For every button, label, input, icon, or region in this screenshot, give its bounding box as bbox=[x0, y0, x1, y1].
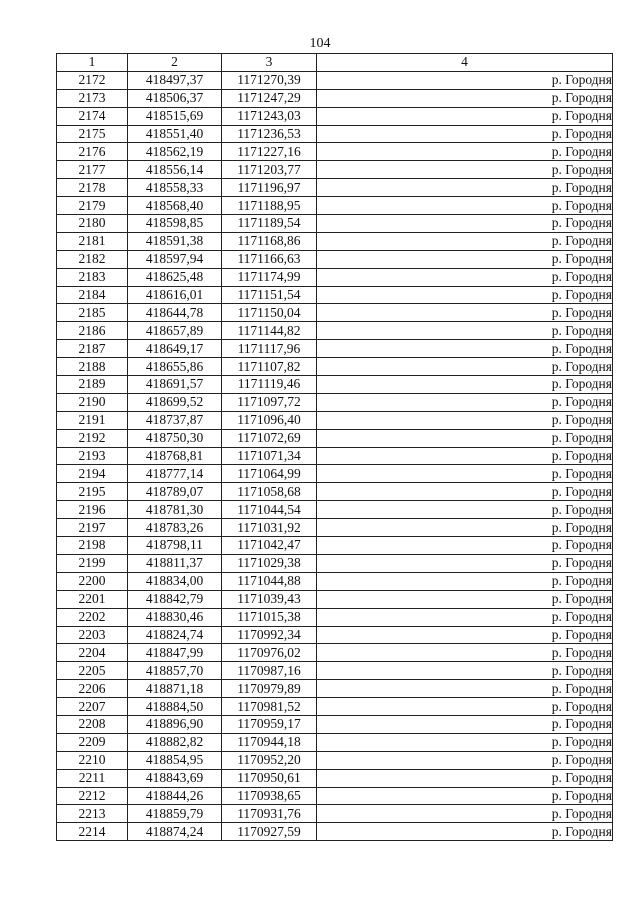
y-coordinate-cell: 1171039,43 bbox=[222, 590, 317, 608]
column-header-3: 3 bbox=[222, 54, 317, 72]
x-coordinate-cell: 418597,94 bbox=[128, 250, 222, 268]
description-cell: р. Городня bbox=[317, 215, 613, 233]
point-number-cell: 2185 bbox=[57, 304, 128, 322]
description-cell: р. Городня bbox=[317, 179, 613, 197]
x-coordinate-cell: 418824,74 bbox=[128, 626, 222, 644]
point-number-cell: 2193 bbox=[57, 447, 128, 465]
table-row bbox=[57, 107, 613, 125]
table-row bbox=[57, 626, 613, 644]
x-coordinate-cell: 418811,37 bbox=[128, 554, 222, 572]
x-coordinate-cell: 418568,40 bbox=[128, 197, 222, 215]
table-row bbox=[57, 286, 613, 304]
y-coordinate-cell: 1171058,68 bbox=[222, 483, 317, 501]
point-number-cell: 2176 bbox=[57, 143, 128, 161]
x-coordinate-cell: 418556,14 bbox=[128, 161, 222, 179]
table-row bbox=[57, 465, 613, 483]
point-number-cell: 2202 bbox=[57, 608, 128, 626]
point-number-cell: 2213 bbox=[57, 805, 128, 823]
description-cell: р. Городня bbox=[317, 125, 613, 143]
point-number-cell: 2212 bbox=[57, 787, 128, 805]
y-coordinate-cell: 1170992,34 bbox=[222, 626, 317, 644]
x-coordinate-cell: 418649,17 bbox=[128, 340, 222, 358]
table-row bbox=[57, 304, 613, 322]
point-number-cell: 2173 bbox=[57, 89, 128, 107]
point-number-cell: 2205 bbox=[57, 662, 128, 680]
y-coordinate-cell: 1171151,54 bbox=[222, 286, 317, 304]
table-row bbox=[57, 322, 613, 340]
description-cell: р. Городня bbox=[317, 447, 613, 465]
table-row bbox=[57, 215, 613, 233]
table-row bbox=[57, 161, 613, 179]
x-coordinate-cell: 418777,14 bbox=[128, 465, 222, 483]
x-coordinate-cell: 418882,82 bbox=[128, 733, 222, 751]
y-coordinate-cell: 1171203,77 bbox=[222, 161, 317, 179]
table-body bbox=[57, 71, 613, 840]
description-cell: р. Городня bbox=[317, 250, 613, 268]
table-row bbox=[57, 376, 613, 394]
description-cell: р. Городня bbox=[317, 286, 613, 304]
page-number: 104 bbox=[309, 36, 331, 51]
description-cell: р. Городня bbox=[317, 411, 613, 429]
point-number-cell: 2184 bbox=[57, 286, 128, 304]
table-row bbox=[57, 447, 613, 465]
table-row bbox=[57, 554, 613, 572]
table-row bbox=[57, 787, 613, 805]
table-row bbox=[57, 501, 613, 519]
point-number-cell: 2206 bbox=[57, 680, 128, 698]
table-row bbox=[57, 250, 613, 268]
point-number-cell: 2189 bbox=[57, 376, 128, 394]
table-row bbox=[57, 429, 613, 447]
point-number-cell: 2186 bbox=[57, 322, 128, 340]
table-row bbox=[57, 143, 613, 161]
table-row bbox=[57, 179, 613, 197]
point-number-cell: 2179 bbox=[57, 197, 128, 215]
description-cell: р. Городня bbox=[317, 465, 613, 483]
x-coordinate-cell: 418844,26 bbox=[128, 787, 222, 805]
y-coordinate-cell: 1171188,95 bbox=[222, 197, 317, 215]
y-coordinate-cell: 1171270,39 bbox=[222, 71, 317, 89]
table-row bbox=[57, 89, 613, 107]
column-header-4: 4 bbox=[317, 54, 613, 72]
x-coordinate-cell: 418591,38 bbox=[128, 232, 222, 250]
y-coordinate-cell: 1171064,99 bbox=[222, 465, 317, 483]
table-row bbox=[57, 358, 613, 376]
x-coordinate-cell: 418497,37 bbox=[128, 71, 222, 89]
point-number-cell: 2195 bbox=[57, 483, 128, 501]
description-cell: р. Городня bbox=[317, 161, 613, 179]
y-coordinate-cell: 1170959,17 bbox=[222, 715, 317, 733]
column-header-2: 2 bbox=[128, 54, 222, 72]
description-cell: р. Городня bbox=[317, 626, 613, 644]
point-number-cell: 2194 bbox=[57, 465, 128, 483]
y-coordinate-cell: 1170979,89 bbox=[222, 680, 317, 698]
point-number-cell: 2198 bbox=[57, 537, 128, 555]
y-coordinate-cell: 1171097,72 bbox=[222, 393, 317, 411]
y-coordinate-cell: 1171044,88 bbox=[222, 572, 317, 590]
x-coordinate-cell: 418506,37 bbox=[128, 89, 222, 107]
description-cell: р. Городня bbox=[317, 608, 613, 626]
description-cell: р. Городня bbox=[317, 429, 613, 447]
y-coordinate-cell: 1171029,38 bbox=[222, 554, 317, 572]
point-number-cell: 2200 bbox=[57, 572, 128, 590]
description-cell: р. Городня bbox=[317, 590, 613, 608]
x-coordinate-cell: 418625,48 bbox=[128, 268, 222, 286]
point-number-cell: 2211 bbox=[57, 769, 128, 787]
point-number-cell: 2214 bbox=[57, 823, 128, 841]
x-coordinate-cell: 418558,33 bbox=[128, 179, 222, 197]
description-cell: р. Городня bbox=[317, 340, 613, 358]
description-cell: р. Городня bbox=[317, 769, 613, 787]
description-cell: р. Городня bbox=[317, 197, 613, 215]
x-coordinate-cell: 418768,81 bbox=[128, 447, 222, 465]
table-row bbox=[57, 608, 613, 626]
x-coordinate-cell: 418854,95 bbox=[128, 751, 222, 769]
description-cell: р. Городня bbox=[317, 107, 613, 125]
x-coordinate-cell: 418871,18 bbox=[128, 680, 222, 698]
table-row bbox=[57, 715, 613, 733]
table-row bbox=[57, 680, 613, 698]
point-number-cell: 2190 bbox=[57, 393, 128, 411]
table-row bbox=[57, 411, 613, 429]
point-number-cell: 2199 bbox=[57, 554, 128, 572]
x-coordinate-cell: 418598,85 bbox=[128, 215, 222, 233]
description-cell: р. Городня bbox=[317, 680, 613, 698]
point-number-cell: 2209 bbox=[57, 733, 128, 751]
table-header-row bbox=[57, 54, 613, 72]
x-coordinate-cell: 418874,24 bbox=[128, 823, 222, 841]
coordinates-table bbox=[56, 53, 613, 841]
y-coordinate-cell: 1171071,34 bbox=[222, 447, 317, 465]
description-cell: р. Городня bbox=[317, 501, 613, 519]
description-cell: р. Городня bbox=[317, 733, 613, 751]
x-coordinate-cell: 418515,69 bbox=[128, 107, 222, 125]
point-number-cell: 2182 bbox=[57, 250, 128, 268]
description-cell: р. Городня bbox=[317, 554, 613, 572]
point-number-cell: 2197 bbox=[57, 519, 128, 537]
point-number-cell: 2175 bbox=[57, 125, 128, 143]
x-coordinate-cell: 418699,52 bbox=[128, 393, 222, 411]
y-coordinate-cell: 1170976,02 bbox=[222, 644, 317, 662]
description-cell: р. Городня bbox=[317, 89, 613, 107]
description-cell: р. Городня bbox=[317, 823, 613, 841]
y-coordinate-cell: 1171119,46 bbox=[222, 376, 317, 394]
x-coordinate-cell: 418644,78 bbox=[128, 304, 222, 322]
table-row bbox=[57, 393, 613, 411]
x-coordinate-cell: 418896,90 bbox=[128, 715, 222, 733]
point-number-cell: 2187 bbox=[57, 340, 128, 358]
description-cell: р. Городня bbox=[317, 358, 613, 376]
y-coordinate-cell: 1170938,65 bbox=[222, 787, 317, 805]
y-coordinate-cell: 1171168,86 bbox=[222, 232, 317, 250]
y-coordinate-cell: 1171044,54 bbox=[222, 501, 317, 519]
y-coordinate-cell: 1171236,53 bbox=[222, 125, 317, 143]
column-header-1: 1 bbox=[57, 54, 128, 72]
description-cell: р. Городня bbox=[317, 644, 613, 662]
y-coordinate-cell: 1170950,61 bbox=[222, 769, 317, 787]
point-number-cell: 2191 bbox=[57, 411, 128, 429]
x-coordinate-cell: 418691,57 bbox=[128, 376, 222, 394]
description-cell: р. Городня bbox=[317, 715, 613, 733]
x-coordinate-cell: 418781,30 bbox=[128, 501, 222, 519]
point-number-cell: 2183 bbox=[57, 268, 128, 286]
table-row bbox=[57, 644, 613, 662]
description-cell: р. Городня bbox=[317, 698, 613, 716]
description-cell: р. Городня bbox=[317, 143, 613, 161]
table-row bbox=[57, 268, 613, 286]
y-coordinate-cell: 1171031,92 bbox=[222, 519, 317, 537]
x-coordinate-cell: 418655,86 bbox=[128, 358, 222, 376]
x-coordinate-cell: 418857,70 bbox=[128, 662, 222, 680]
y-coordinate-cell: 1171174,99 bbox=[222, 268, 317, 286]
point-number-cell: 2208 bbox=[57, 715, 128, 733]
table-row bbox=[57, 572, 613, 590]
x-coordinate-cell: 418562,19 bbox=[128, 143, 222, 161]
table-row bbox=[57, 483, 613, 501]
y-coordinate-cell: 1170952,20 bbox=[222, 751, 317, 769]
y-coordinate-cell: 1171144,82 bbox=[222, 322, 317, 340]
description-cell: р. Городня bbox=[317, 71, 613, 89]
table-row bbox=[57, 769, 613, 787]
table-row bbox=[57, 751, 613, 769]
point-number-cell: 2181 bbox=[57, 232, 128, 250]
x-coordinate-cell: 418789,07 bbox=[128, 483, 222, 501]
x-coordinate-cell: 418551,40 bbox=[128, 125, 222, 143]
x-coordinate-cell: 418830,46 bbox=[128, 608, 222, 626]
table-row bbox=[57, 590, 613, 608]
y-coordinate-cell: 1170944,18 bbox=[222, 733, 317, 751]
x-coordinate-cell: 418847,99 bbox=[128, 644, 222, 662]
x-coordinate-cell: 418859,79 bbox=[128, 805, 222, 823]
point-number-cell: 2207 bbox=[57, 698, 128, 716]
description-cell: р. Городня bbox=[317, 572, 613, 590]
description-cell: р. Городня bbox=[317, 322, 613, 340]
point-number-cell: 2203 bbox=[57, 626, 128, 644]
y-coordinate-cell: 1171117,96 bbox=[222, 340, 317, 358]
table-row bbox=[57, 662, 613, 680]
description-cell: р. Городня bbox=[317, 304, 613, 322]
point-number-cell: 2188 bbox=[57, 358, 128, 376]
y-coordinate-cell: 1170927,59 bbox=[222, 823, 317, 841]
x-coordinate-cell: 418834,00 bbox=[128, 572, 222, 590]
y-coordinate-cell: 1171096,40 bbox=[222, 411, 317, 429]
table-row bbox=[57, 71, 613, 89]
description-cell: р. Городня bbox=[317, 751, 613, 769]
y-coordinate-cell: 1171150,04 bbox=[222, 304, 317, 322]
y-coordinate-cell: 1170987,16 bbox=[222, 662, 317, 680]
description-cell: р. Городня bbox=[317, 519, 613, 537]
y-coordinate-cell: 1171072,69 bbox=[222, 429, 317, 447]
point-number-cell: 2177 bbox=[57, 161, 128, 179]
description-cell: р. Городня bbox=[317, 232, 613, 250]
y-coordinate-cell: 1171227,16 bbox=[222, 143, 317, 161]
description-cell: р. Городня bbox=[317, 483, 613, 501]
point-number-cell: 2201 bbox=[57, 590, 128, 608]
table-row bbox=[57, 823, 613, 841]
point-number-cell: 2174 bbox=[57, 107, 128, 125]
y-coordinate-cell: 1171243,03 bbox=[222, 107, 317, 125]
y-coordinate-cell: 1171107,82 bbox=[222, 358, 317, 376]
y-coordinate-cell: 1171166,63 bbox=[222, 250, 317, 268]
y-coordinate-cell: 1170931,76 bbox=[222, 805, 317, 823]
table-row bbox=[57, 125, 613, 143]
x-coordinate-cell: 418884,50 bbox=[128, 698, 222, 716]
y-coordinate-cell: 1171015,38 bbox=[222, 608, 317, 626]
y-coordinate-cell: 1170981,52 bbox=[222, 698, 317, 716]
x-coordinate-cell: 418842,79 bbox=[128, 590, 222, 608]
y-coordinate-cell: 1171189,54 bbox=[222, 215, 317, 233]
description-cell: р. Городня bbox=[317, 805, 613, 823]
table-row bbox=[57, 698, 613, 716]
x-coordinate-cell: 418750,30 bbox=[128, 429, 222, 447]
table-row bbox=[57, 733, 613, 751]
x-coordinate-cell: 418616,01 bbox=[128, 286, 222, 304]
description-cell: р. Городня bbox=[317, 537, 613, 555]
description-cell: р. Городня bbox=[317, 662, 613, 680]
table-row bbox=[57, 340, 613, 358]
x-coordinate-cell: 418737,87 bbox=[128, 411, 222, 429]
description-cell: р. Городня bbox=[317, 376, 613, 394]
description-cell: р. Городня bbox=[317, 393, 613, 411]
y-coordinate-cell: 1171247,29 bbox=[222, 89, 317, 107]
point-number-cell: 2204 bbox=[57, 644, 128, 662]
point-number-cell: 2178 bbox=[57, 179, 128, 197]
point-number-cell: 2192 bbox=[57, 429, 128, 447]
table-row bbox=[57, 805, 613, 823]
x-coordinate-cell: 418798,11 bbox=[128, 537, 222, 555]
point-number-cell: 2172 bbox=[57, 71, 128, 89]
table-row bbox=[57, 537, 613, 555]
table-row bbox=[57, 232, 613, 250]
point-number-cell: 2210 bbox=[57, 751, 128, 769]
y-coordinate-cell: 1171042,47 bbox=[222, 537, 317, 555]
description-cell: р. Городня bbox=[317, 268, 613, 286]
x-coordinate-cell: 418657,89 bbox=[128, 322, 222, 340]
x-coordinate-cell: 418843,69 bbox=[128, 769, 222, 787]
table-row bbox=[57, 197, 613, 215]
description-cell: р. Городня bbox=[317, 787, 613, 805]
y-coordinate-cell: 1171196,97 bbox=[222, 179, 317, 197]
point-number-cell: 2180 bbox=[57, 215, 128, 233]
x-coordinate-cell: 418783,26 bbox=[128, 519, 222, 537]
point-number-cell: 2196 bbox=[57, 501, 128, 519]
table-row bbox=[57, 519, 613, 537]
